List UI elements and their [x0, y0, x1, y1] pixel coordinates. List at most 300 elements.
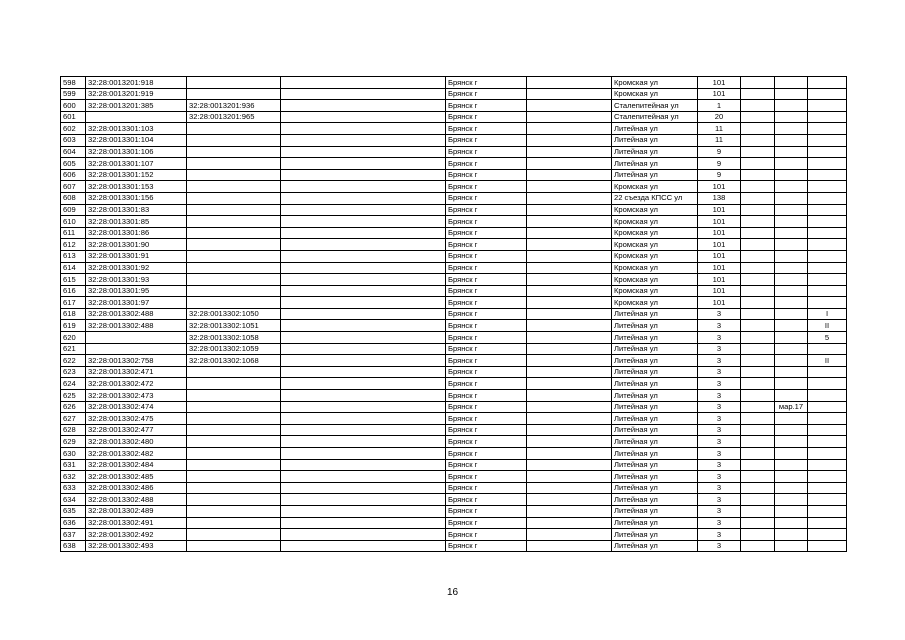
city-cell: Брянск г [446, 88, 527, 100]
cadastral-number-cell: 32:28:0013302:488 [86, 320, 187, 332]
cadastral-number-cell: 32:28:0013302:491 [86, 517, 187, 529]
blank-cell [741, 297, 775, 309]
unit-cell [808, 482, 847, 494]
table-row [61, 540, 847, 552]
street-cell: Литейная ул [612, 494, 698, 506]
blank-cell [281, 471, 446, 483]
blank-cell [281, 88, 446, 100]
blank-cell [741, 192, 775, 204]
register-table [60, 76, 847, 552]
table-row [61, 355, 847, 367]
house-number-cell: 3 [698, 366, 741, 378]
unit-cell [808, 88, 847, 100]
unit-cell [808, 123, 847, 135]
cadastral-number-cell [86, 332, 187, 344]
street-cell: Литейная ул [612, 448, 698, 460]
related-cadastral-number-cell [187, 181, 281, 193]
table-row [61, 192, 847, 204]
city-cell: Брянск г [446, 192, 527, 204]
street-cell: Литейная ул [612, 424, 698, 436]
row-number-cell: 637 [61, 529, 86, 541]
blank-cell [527, 100, 612, 112]
unit-cell [808, 517, 847, 529]
table-row [61, 471, 847, 483]
table-row [61, 274, 847, 286]
blank-cell [527, 459, 612, 471]
date-cell [775, 436, 808, 448]
related-cadastral-number-cell [187, 274, 281, 286]
row-number-cell: 605 [61, 158, 86, 170]
unit-cell [808, 262, 847, 274]
cadastral-number-cell: 32:28:0013302:477 [86, 424, 187, 436]
cadastral-number-cell: 32:28:0013302:475 [86, 413, 187, 425]
row-number-cell: 632 [61, 471, 86, 483]
cadastral-number-cell: 32:28:0013302:471 [86, 366, 187, 378]
row-number-cell: 598 [61, 77, 86, 89]
table-row [61, 250, 847, 262]
blank-cell [741, 482, 775, 494]
unit-cell [808, 540, 847, 552]
date-cell [775, 297, 808, 309]
related-cadastral-number-cell: 32:28:0013302:1058 [187, 332, 281, 344]
related-cadastral-number-cell: 32:28:0013302:1068 [187, 355, 281, 367]
blank-cell [741, 517, 775, 529]
unit-cell [808, 134, 847, 146]
related-cadastral-number-cell [187, 216, 281, 228]
row-number-cell: 626 [61, 401, 86, 413]
city-cell: Брянск г [446, 111, 527, 123]
blank-cell [741, 100, 775, 112]
city-cell: Брянск г [446, 158, 527, 170]
blank-cell [527, 134, 612, 146]
blank-cell [281, 297, 446, 309]
blank-cell [527, 192, 612, 204]
related-cadastral-number-cell [187, 471, 281, 483]
city-cell: Брянск г [446, 262, 527, 274]
table-row [61, 169, 847, 181]
house-number-cell: 101 [698, 285, 741, 297]
blank-cell [281, 158, 446, 170]
date-cell [775, 366, 808, 378]
table-row [61, 332, 847, 344]
street-cell: Кромская ул [612, 204, 698, 216]
blank-cell [527, 413, 612, 425]
row-number-cell: 619 [61, 320, 86, 332]
row-number-cell: 611 [61, 227, 86, 239]
table-row [61, 505, 847, 517]
blank-cell [527, 204, 612, 216]
row-number-cell: 612 [61, 239, 86, 251]
unit-cell [808, 239, 847, 251]
related-cadastral-number-cell [187, 482, 281, 494]
unit-cell [808, 111, 847, 123]
cadastral-number-cell: 32:28:0013301:104 [86, 134, 187, 146]
street-cell: Литейная ул [612, 482, 698, 494]
date-cell [775, 424, 808, 436]
city-cell: Брянск г [446, 297, 527, 309]
blank-cell [741, 448, 775, 460]
date-cell [775, 343, 808, 355]
date-cell [775, 227, 808, 239]
blank-cell [527, 424, 612, 436]
house-number-cell: 9 [698, 146, 741, 158]
table-row [61, 482, 847, 494]
blank-cell [527, 332, 612, 344]
row-number-cell: 620 [61, 332, 86, 344]
street-cell: Литейная ул [612, 517, 698, 529]
blank-cell [281, 308, 446, 320]
street-cell: Кромская ул [612, 216, 698, 228]
table-row [61, 517, 847, 529]
row-number-cell: 633 [61, 482, 86, 494]
blank-cell [527, 540, 612, 552]
blank-cell [741, 459, 775, 471]
blank-cell [281, 413, 446, 425]
table-row [61, 285, 847, 297]
unit-cell: I [808, 308, 847, 320]
blank-cell [527, 250, 612, 262]
related-cadastral-number-cell: 32:28:0013302:1051 [187, 320, 281, 332]
row-number-cell: 631 [61, 459, 86, 471]
blank-cell [741, 332, 775, 344]
table-row [61, 424, 847, 436]
blank-cell [741, 158, 775, 170]
date-cell [775, 448, 808, 460]
unit-cell [808, 494, 847, 506]
house-number-cell: 101 [698, 297, 741, 309]
cadastral-number-cell: 32:28:0013301:92 [86, 262, 187, 274]
cadastral-number-cell: 32:28:0013302:480 [86, 436, 187, 448]
street-cell: Кромская ул [612, 285, 698, 297]
city-cell: Брянск г [446, 123, 527, 135]
row-number-cell: 599 [61, 88, 86, 100]
house-number-cell: 3 [698, 494, 741, 506]
house-number-cell: 3 [698, 413, 741, 425]
blank-cell [741, 204, 775, 216]
row-number-cell: 617 [61, 297, 86, 309]
cadastral-number-cell: 32:28:0013301:86 [86, 227, 187, 239]
blank-cell [527, 494, 612, 506]
related-cadastral-number-cell [187, 192, 281, 204]
blank-cell [527, 123, 612, 135]
cadastral-number-cell: 32:28:0013302:758 [86, 355, 187, 367]
street-cell: Литейная ул [612, 366, 698, 378]
cadastral-number-cell: 32:28:0013301:83 [86, 204, 187, 216]
unit-cell [808, 459, 847, 471]
date-cell [775, 378, 808, 390]
city-cell: Брянск г [446, 250, 527, 262]
related-cadastral-number-cell [187, 204, 281, 216]
cadastral-number-cell: 32:28:0013302:482 [86, 448, 187, 460]
cadastral-number-cell: 32:28:0013301:103 [86, 123, 187, 135]
date-cell [775, 216, 808, 228]
cadastral-number-cell: 32:28:0013301:106 [86, 146, 187, 158]
related-cadastral-number-cell [187, 227, 281, 239]
city-cell: Брянск г [446, 540, 527, 552]
date-cell [775, 77, 808, 89]
blank-cell [741, 262, 775, 274]
house-number-cell: 101 [698, 274, 741, 286]
table-row [61, 343, 847, 355]
blank-cell [527, 158, 612, 170]
date-cell [775, 262, 808, 274]
street-cell: Литейная ул [612, 158, 698, 170]
table-row [61, 262, 847, 274]
blank-cell [741, 320, 775, 332]
street-cell: Кромская ул [612, 227, 698, 239]
blank-cell [281, 332, 446, 344]
city-cell: Брянск г [446, 517, 527, 529]
unit-cell [808, 505, 847, 517]
unit-cell [808, 250, 847, 262]
row-number-cell: 603 [61, 134, 86, 146]
unit-cell [808, 297, 847, 309]
blank-cell [281, 250, 446, 262]
blank-cell [281, 274, 446, 286]
related-cadastral-number-cell [187, 134, 281, 146]
related-cadastral-number-cell [187, 366, 281, 378]
table-row [61, 227, 847, 239]
date-cell [775, 471, 808, 483]
street-cell: Кромская ул [612, 88, 698, 100]
blank-cell [281, 239, 446, 251]
blank-cell [527, 505, 612, 517]
table-row [61, 181, 847, 193]
row-number-cell: 635 [61, 505, 86, 517]
house-number-cell: 101 [698, 77, 741, 89]
row-number-cell: 616 [61, 285, 86, 297]
house-number-cell: 1 [698, 100, 741, 112]
street-cell: Литейная ул [612, 529, 698, 541]
city-cell: Брянск г [446, 448, 527, 460]
blank-cell [527, 436, 612, 448]
related-cadastral-number-cell [187, 250, 281, 262]
cadastral-number-cell: 32:28:0013302:488 [86, 494, 187, 506]
table-row [61, 204, 847, 216]
city-cell: Брянск г [446, 494, 527, 506]
blank-cell [527, 146, 612, 158]
row-number-cell: 607 [61, 181, 86, 193]
city-cell: Брянск г [446, 424, 527, 436]
unit-cell [808, 436, 847, 448]
blank-cell [527, 529, 612, 541]
cadastral-number-cell: 32:28:0013201:919 [86, 88, 187, 100]
unit-cell [808, 227, 847, 239]
city-cell: Брянск г [446, 355, 527, 367]
blank-cell [281, 540, 446, 552]
blank-cell [527, 77, 612, 89]
house-number-cell: 3 [698, 471, 741, 483]
street-cell: Кромская ул [612, 274, 698, 286]
city-cell: Брянск г [446, 459, 527, 471]
related-cadastral-number-cell [187, 401, 281, 413]
row-number-cell: 628 [61, 424, 86, 436]
street-cell: Сталепитейная ул [612, 100, 698, 112]
unit-cell [808, 146, 847, 158]
blank-cell [527, 517, 612, 529]
blank-cell [281, 390, 446, 402]
table-row [61, 494, 847, 506]
street-cell: Кромская ул [612, 181, 698, 193]
blank-cell [281, 494, 446, 506]
house-number-cell: 9 [698, 169, 741, 181]
date-cell [775, 494, 808, 506]
blank-cell [741, 250, 775, 262]
cadastral-number-cell: 32:28:0013301:152 [86, 169, 187, 181]
house-number-cell: 3 [698, 401, 741, 413]
city-cell: Брянск г [446, 378, 527, 390]
house-number-cell: 3 [698, 436, 741, 448]
city-cell: Брянск г [446, 482, 527, 494]
blank-cell [527, 366, 612, 378]
related-cadastral-number-cell: 32:28:0013302:1059 [187, 343, 281, 355]
house-number-cell: 3 [698, 424, 741, 436]
house-number-cell: 3 [698, 332, 741, 344]
house-number-cell: 101 [698, 216, 741, 228]
date-cell [775, 482, 808, 494]
street-cell: Литейная ул [612, 378, 698, 390]
street-cell: Литейная ул [612, 413, 698, 425]
row-number-cell: 608 [61, 192, 86, 204]
cadastral-number-cell: 32:28:0013302:485 [86, 471, 187, 483]
city-cell: Брянск г [446, 227, 527, 239]
unit-cell [808, 77, 847, 89]
row-number-cell: 609 [61, 204, 86, 216]
house-number-cell: 3 [698, 343, 741, 355]
table-row [61, 401, 847, 413]
related-cadastral-number-cell: 32:28:0013201:936 [187, 100, 281, 112]
related-cadastral-number-cell: 32:28:0013302:1050 [187, 308, 281, 320]
blank-cell [281, 192, 446, 204]
street-cell: Литейная ул [612, 355, 698, 367]
unit-cell [808, 413, 847, 425]
row-number-cell: 604 [61, 146, 86, 158]
row-number-cell: 613 [61, 250, 86, 262]
blank-cell [281, 123, 446, 135]
date-cell [775, 181, 808, 193]
related-cadastral-number-cell: 32:28:0013201:965 [187, 111, 281, 123]
related-cadastral-number-cell [187, 285, 281, 297]
related-cadastral-number-cell [187, 424, 281, 436]
blank-cell [281, 448, 446, 460]
blank-cell [741, 123, 775, 135]
city-cell: Брянск г [446, 413, 527, 425]
house-number-cell: 138 [698, 192, 741, 204]
cadastral-number-cell: 32:28:0013301:90 [86, 239, 187, 251]
cadastral-number-cell: 32:28:0013302:484 [86, 459, 187, 471]
cadastral-number-cell: 32:28:0013301:85 [86, 216, 187, 228]
street-cell: Кромская ул [612, 297, 698, 309]
unit-cell [808, 529, 847, 541]
cadastral-number-cell: 32:28:0013302:493 [86, 540, 187, 552]
house-number-cell: 3 [698, 459, 741, 471]
related-cadastral-number-cell [187, 505, 281, 517]
blank-cell [741, 424, 775, 436]
house-number-cell: 3 [698, 505, 741, 517]
table-row [61, 366, 847, 378]
table-row [61, 239, 847, 251]
related-cadastral-number-cell [187, 146, 281, 158]
table-row [61, 308, 847, 320]
table-row [61, 216, 847, 228]
blank-cell [527, 448, 612, 460]
date-cell [775, 332, 808, 344]
row-number-cell: 627 [61, 413, 86, 425]
blank-cell [741, 227, 775, 239]
house-number-cell: 101 [698, 181, 741, 193]
city-cell: Брянск г [446, 216, 527, 228]
blank-cell [741, 494, 775, 506]
table-row [61, 436, 847, 448]
table-row [61, 390, 847, 402]
blank-cell [741, 181, 775, 193]
street-cell: Литейная ул [612, 332, 698, 344]
unit-cell: II [808, 320, 847, 332]
unit-cell [808, 274, 847, 286]
related-cadastral-number-cell [187, 158, 281, 170]
house-number-cell: 20 [698, 111, 741, 123]
table-row [61, 529, 847, 541]
house-number-cell: 3 [698, 448, 741, 460]
city-cell: Брянск г [446, 169, 527, 181]
table-row [61, 146, 847, 158]
date-cell [775, 459, 808, 471]
house-number-cell: 3 [698, 540, 741, 552]
street-cell: Кромская ул [612, 77, 698, 89]
date-cell [775, 192, 808, 204]
table-row [61, 100, 847, 112]
date-cell [775, 505, 808, 517]
cadastral-number-cell: 32:28:0013302:488 [86, 308, 187, 320]
unit-cell [808, 366, 847, 378]
house-number-cell: 3 [698, 320, 741, 332]
unit-cell [808, 343, 847, 355]
blank-cell [741, 239, 775, 251]
cadastral-number-cell: 32:28:0013201:918 [86, 77, 187, 89]
city-cell: Брянск г [446, 239, 527, 251]
blank-cell [741, 77, 775, 89]
page-number: 16 [446, 587, 459, 598]
date-cell [775, 413, 808, 425]
house-number-cell: 3 [698, 529, 741, 541]
blank-cell [741, 146, 775, 158]
blank-cell [741, 401, 775, 413]
city-cell: Брянск г [446, 146, 527, 158]
blank-cell [527, 308, 612, 320]
cadastral-number-cell [86, 111, 187, 123]
blank-cell [527, 88, 612, 100]
related-cadastral-number-cell [187, 540, 281, 552]
blank-cell [527, 285, 612, 297]
related-cadastral-number-cell [187, 436, 281, 448]
cadastral-number-cell [86, 343, 187, 355]
unit-cell: 5 [808, 332, 847, 344]
house-number-cell: 3 [698, 482, 741, 494]
date-cell [775, 123, 808, 135]
row-number-cell: 621 [61, 343, 86, 355]
date-cell [775, 285, 808, 297]
date-cell [775, 517, 808, 529]
table-row [61, 111, 847, 123]
date-cell [775, 134, 808, 146]
blank-cell [527, 169, 612, 181]
blank-cell [527, 355, 612, 367]
blank-cell [281, 482, 446, 494]
date-cell [775, 111, 808, 123]
cadastral-number-cell: 32:28:0013201:385 [86, 100, 187, 112]
cadastral-number-cell: 32:28:0013301:156 [86, 192, 187, 204]
date-cell [775, 355, 808, 367]
